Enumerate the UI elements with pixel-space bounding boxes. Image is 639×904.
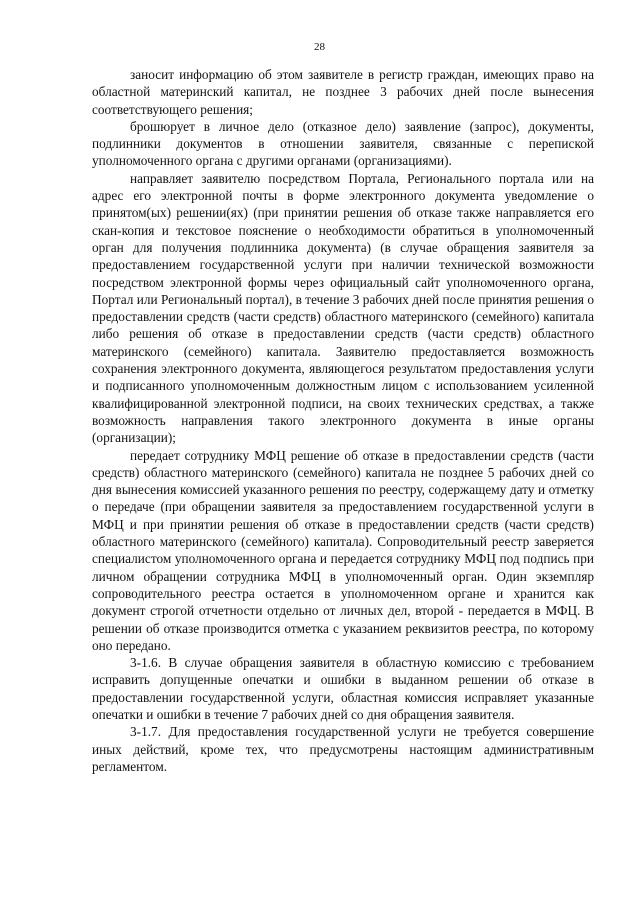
paragraph-personal-file: брошюрует в личное дело (отказное дело) заявление (запрос), документы, подлинники документов в отношении заявителя, связанные с перепиской уполномоченного органа с другими органами (организациями). <box>92 118 594 169</box>
paragraph-register-entry: заносит информацию об этом заявителе в регистр граждан, имеющих право на областной материнский капитал, не позднее 3 рабочих дней после вынесения соответствующего решения; <box>92 67 594 117</box>
document-body <box>92 66 594 775</box>
paragraph-3-1-7: 3-1.7. Для предоставления государственной услуги не требуется совершение иных действий, кроме тех, что предусмотрены настоящим административным регламентом. <box>92 724 594 774</box>
paragraph-mfc-transfer: передает сотруднику МФЦ решение об отказе в предоставлении средств (части средств) областного материнского (семейного) капитала не позднее 5 рабочих дней со дня вынесения комиссией указанного решения по реестру, содержащему дату и отметку о передаче (при обращении заявителя за предоставлением государственной услуги в МФЦ и при принятии решения об отказе в предоставлении средств (части средств) областного материнского (семейного) капитала). Сопроводительный реестр заверяется специалистом уполномоченного органа и передается сотруднику МФЦ под подпись при личном обращении сотрудника МФЦ в уполномоченный орган. Один экземпляр сопроводительного реестра остается в уполномоченном органе и хранится как документ строгой отчетности отдельно от личных дел, второй - передается в МФЦ. В решении об отказе производится отметка с указанием реквизитов реестра, по которому оно передано. <box>92 447 594 653</box>
page-number: 28 <box>314 41 325 53</box>
paragraph-electronic-notice: направляет заявителю посредством Портала, Регионального портала или на адрес его электронной почты в форме электронного документа уведомление о принятом(ых) решении(ях) (при принятии решения об отказе также направляется его скан-копия и текстовое пояснение о необходимости обратиться в уполномоченный орган для получения подлинника документа) (в случае обращения заявителя за предоставлением государственной услуги при наличии технической возможности посредством электронной формы через официальный сайт уполномоченного органа, Портал или Региональный портал), в течение 3 рабочих дней после принятия решения о предоставлении средств (части средств) областного материнского (семейного) капитала либо решения об отказе в предоставлении средств (части средств) областного материнского (семейного) капитала. Заявителю предоставляется возможность сохранения электронного документа, являющегося результатом предоставления услуги и подписанного уполномоченным должностным лицом с использованием усиленной квалифицированной электронной подписи, на своих технических средствах, а также возможность направления такого электронного документа в иные органы (организации); <box>92 170 594 446</box>
paragraph-3-1-6: 3-1.6. В случае обращения заявителя в областную комиссию с требованием исправить допущенные опечатки и ошибки в выданном решении об отказе в предоставлении государственной услуги, областная комиссия исправляет указанные опечатки и ошибки в течение 7 рабочих дней со дня обращения заявителя. <box>92 655 594 722</box>
